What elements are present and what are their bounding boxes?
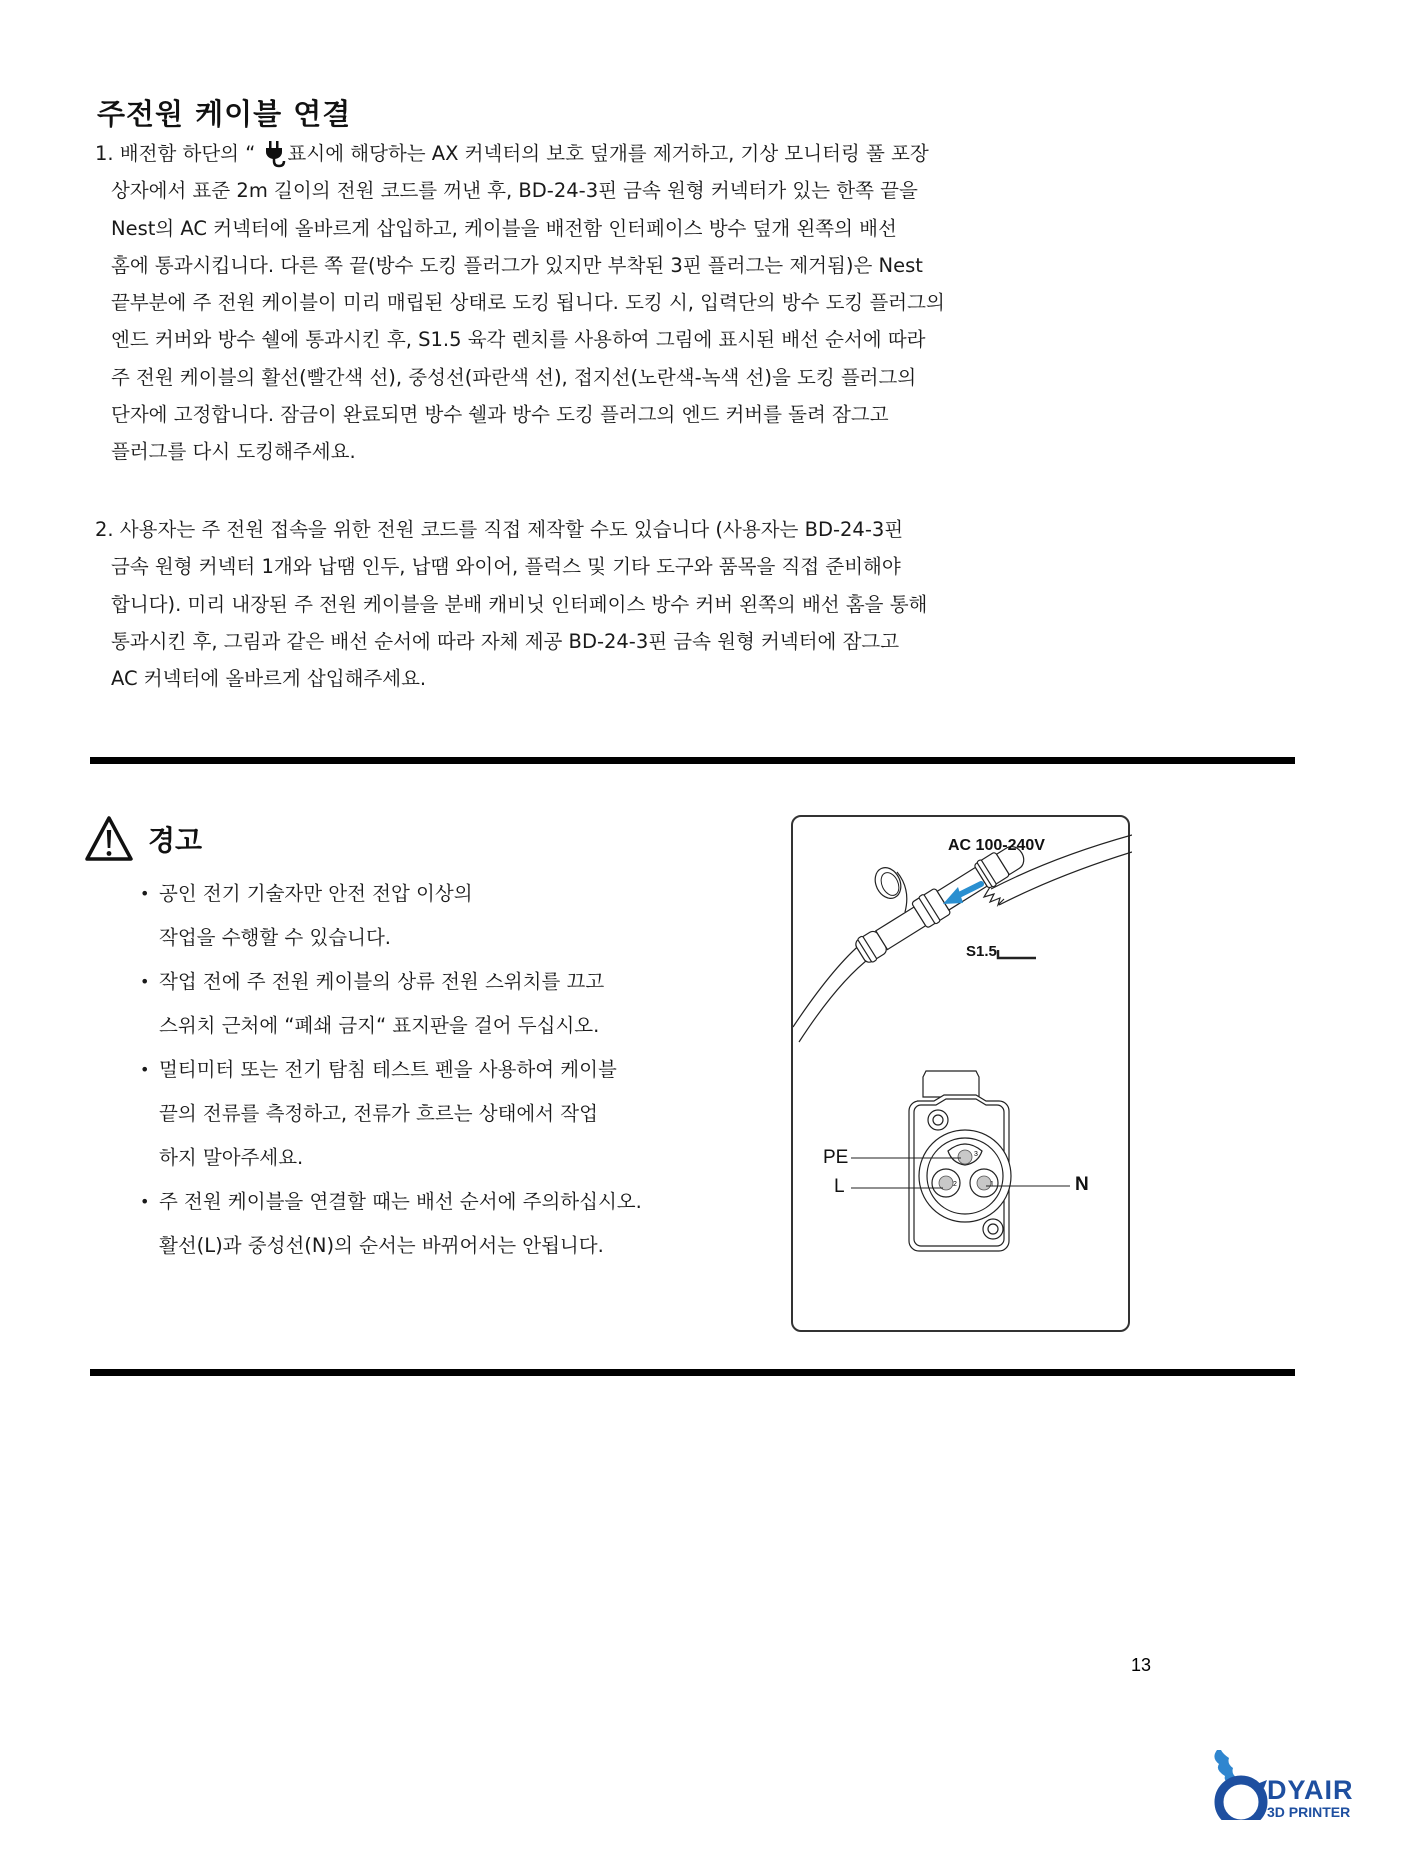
warning-item: • 공인 전기 기술자만 안전 전압 이상의 작업을 수행할 수 있습니다. [140, 872, 760, 960]
warning-list [140, 872, 760, 1268]
warning-triangle-icon [84, 815, 134, 863]
paragraph-line: 단자에 고정합니다. 잠금이 완료되면 방수 쉘과 방수 도킹 플러그의 엔드 커버를 돌려 잠그고 [111, 403, 889, 427]
divider-top [90, 757, 1295, 764]
paragraph-line: 통과시킨 후, 그림과 같은 배선 순서에 따라 자체 제공 BD-24-3핀 금속 원형 커넥터에 잠그고 [111, 629, 900, 653]
paragraph-line: Nest의 AC 커넥터에 올바르게 삽입하고, 케이블을 배전함 인터페이스 방수 덮개 왼쪽의 배선 [111, 216, 897, 240]
paragraph-line: 끝부분에 주 전원 케이블이 미리 매립된 상태로 도킹 됩니다. 도킹 시, 입력단의 방수 도킹 플러그의 [111, 291, 945, 315]
pin-label-pe: PE [823, 1147, 849, 1168]
paragraph-line: 1. 배전함 하단의 “ 표시에 해당하는 AX 커넥터의 보호 덮개를 제거하고, 기상 모니터링 풀 포장 [95, 135, 1155, 172]
warning-item: • 주 전원 케이블을 연결할 때는 배선 순서에 주의하십시오. 활선(L)과 중성선(N)의 순서는 바뀌어서는 안됩니다. [140, 1180, 760, 1268]
logo-subtitle: 3D PRINTER [1267, 1804, 1351, 1820]
warning-item: • 작업 전에 주 전원 케이블의 상류 전원 스위치를 끄고 스위치 근처에 “폐쇄 금지“ 표지판을 걸어 두십시오. [140, 960, 760, 1048]
pin-label-n: N [1075, 1174, 1089, 1195]
paragraph-line: AC 커넥터에 올바르게 삽입해주세요. [111, 667, 427, 691]
bullet: • [140, 884, 150, 903]
paragraph-line: 홈에 통과시킵니다. 다른 쪽 끝(방수 도킹 플러그가 있지만 부착된 3핀 플러그는 제거됨)은 Nest [111, 253, 923, 277]
section-1-paragraph [95, 135, 1155, 471]
pin-number-n: 1 [990, 1181, 994, 1188]
logo-wordmark [1267, 1777, 1354, 1819]
paragraph-line: 상자에서 표준 2m 길이의 전원 코드를 꺼낸 후, BD-24-3핀 금속 원형 커넥터가 있는 한쪽 끝을 [111, 179, 918, 203]
warning-header [84, 815, 202, 863]
bullet: • [140, 1192, 150, 1211]
paragraph-line: 합니다). 미리 내장된 주 전원 케이블을 분배 캐비닛 인터페이스 방수 커버 왼쪽의 배선 홈을 통해 [111, 592, 928, 616]
warning-title: 경고 [148, 824, 203, 857]
bullet: • [140, 1060, 150, 1079]
voltage-label: AC 100-240V [948, 837, 1045, 854]
paragraph-line: 금속 원형 커넥터 1개와 납땜 인두, 납땜 와이어, 플럭스 및 기타 도구와 품목을 직접 준비해야 [111, 555, 901, 579]
pin-number-l: 2 [953, 1181, 957, 1188]
logo-name: DYAIR [1267, 1775, 1354, 1805]
divider-bottom [90, 1369, 1295, 1376]
warning-item: • 멀티미터 또는 전기 탐침 테스트 펜을 사용하여 케이블 끝의 전류를 측정하고, 전류가 흐르는 상태에서 작업 하지 말아주세요. [140, 1048, 760, 1180]
connector-illustration [793, 817, 1132, 1334]
paragraph-line: 엔드 커버와 방수 쉘에 통과시킨 후, S1.5 육각 렌치를 사용하여 그림에 표시된 배선 순서에 따라 [111, 328, 926, 352]
pin-label-l: L [834, 1176, 845, 1197]
bullet: • [140, 972, 150, 991]
page-title: 주전원 케이블 연결 [97, 97, 352, 131]
paragraph-line: 플러그를 다시 도킹해주세요. [111, 440, 356, 464]
paragraph-line: 주 전원 케이블의 활선(빨간색 선), 중성선(파란색 선), 접지선(노란색-녹색 선)을 도킹 플러그의 [111, 365, 917, 389]
connector-wiring-diagram [791, 815, 1130, 1332]
plug-icon [262, 140, 288, 168]
section-2-paragraph [95, 511, 1155, 697]
paragraph-line: 2. 사용자는 주 전원 접속을 위한 전원 코드를 직접 제작할 수도 있습니다 (사용자는 BD-24-3핀 [95, 518, 904, 541]
wrench-size-label: S1.5 [966, 943, 997, 960]
pin-number-pe: 3 [974, 1151, 978, 1158]
page-number: 13 [1131, 1655, 1152, 1675]
